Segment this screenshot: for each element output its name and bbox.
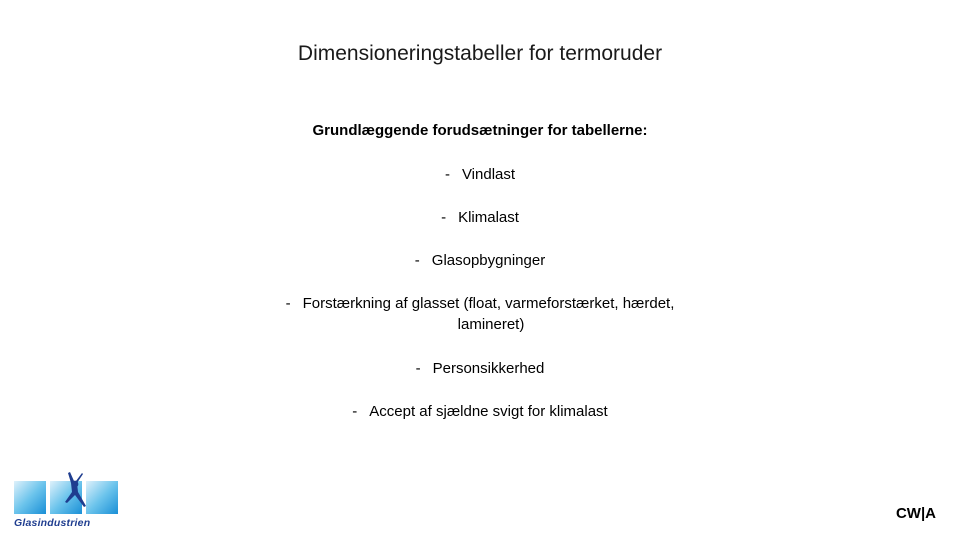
bullet-text: Accept af sjældne svigt for klimalast xyxy=(369,403,608,420)
bullet-marker: - xyxy=(285,295,291,312)
bullet-marker: - xyxy=(441,209,447,226)
bullet-marker: - xyxy=(352,403,358,420)
bullet-item-accept xyxy=(0,401,960,422)
bullet-text: Klimalast xyxy=(458,209,519,226)
bullet-text: Personsikkerhed xyxy=(432,360,545,377)
bullet-text: Vindlast xyxy=(461,166,516,183)
bullet-item-forstaerkning xyxy=(0,293,960,335)
footer-tag: CW|A xyxy=(895,505,936,522)
bullet-text: Forstærkning af glasset (float, varmeforstærket, hærdet, xyxy=(302,295,675,312)
slide-subtitle: Grundlæggende forudsætninger for tabellerne: xyxy=(312,122,648,139)
bullet-item-glasopbygninger xyxy=(0,250,960,271)
bullet-item-personsikkerhed xyxy=(0,358,960,379)
bullet-marker: - xyxy=(415,360,421,377)
slide-title: Dimensioneringstabeller for termoruder xyxy=(297,42,663,65)
bullet-item-vindlast xyxy=(0,164,960,185)
bullet-text-continuation: lamineret) xyxy=(457,316,525,333)
bullet-marker: - xyxy=(414,252,420,269)
logo-wordmark: Glasindustrien xyxy=(14,517,91,529)
bullet-text: Glasopbygninger xyxy=(431,252,546,269)
bullet-marker: - xyxy=(444,166,450,183)
bullet-item-klimalast xyxy=(0,207,960,228)
window-panes-icon xyxy=(14,481,118,514)
